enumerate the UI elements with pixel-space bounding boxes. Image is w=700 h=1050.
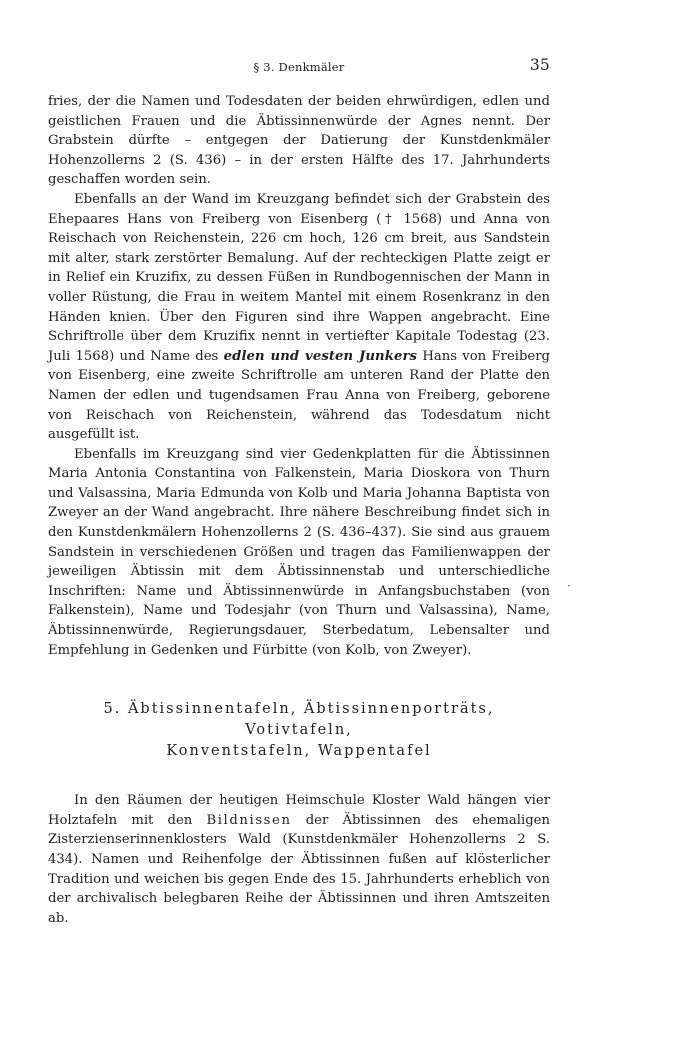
paragraph-continuation: fries, der die Namen und Todesdaten der beiden ehrwürdigen, edlen und geistlichen Frauen und die Äbtissinnenwürde der Agnes nennt. Der Grabstein dürfte – entgegen der Datierung der Kunstdenkmäler Hohenzollerns 2 (S. 436) – in der ersten Hälfte des 17. Jahrhunderts geschaffen worden sein. (48, 94, 550, 188)
paragraph-text: Hans von Freiberg von Eisenberg, eine zweite Schriftrolle am unteren Rand der Platte den Namen der edlen und tugendsamen Frau Anna von Freiberg, geborene von Reischach von Reichenstein, während das Todesdatum nicht ausgefüllt ist. (48, 348, 550, 443)
section-heading-line-1: 5. Äbtissinnentafeln, Äbtissinnenporträts, Votivtafeln, (103, 701, 495, 739)
page-number: 35 (529, 56, 550, 74)
paragraph-text: In den Räumen der heutigen Heimschule Kloster Wald hängen vier Holztafeln mit den (48, 793, 550, 828)
emphasis-text: edlen und vesten Junkers (223, 348, 418, 364)
paragraph-text: Ebenfalls an der Wand im Kreuzgang befindet sich der Grabstein des Ehepaares Hans von Freiberg von Eisenberg († 1568) und Anna von Reischach von Reichenstein, 226 cm hoch, 126 cm breit, aus Sandstein mit alter, stark zerstörter Bemalung. Auf der rechteckigen Platte zeigt er in Relief ein Kruzifix, zu dessen Füßen in Rundbogennischen der Mann in voller Rüstung, die Frau in weitem Mantel mit einem Rosenkranz in den Händen knien. Über den Figuren sind ihre Wappen angebracht. Eine Schriftrolle über dem Kruzifix nennt in vertiefter Kapitale Todestag (23. Juli 1568) und Name des (48, 191, 550, 364)
running-head (48, 56, 550, 78)
margin-mark: · (567, 579, 571, 593)
section-heading (48, 699, 550, 762)
paragraph-text: der Äbtissinnen des ehemaligen Zisterzienserinnenklosters Wald (Kunstdenkmäler Hohenzollerns 2 S. 434). Namen und Reihenfolge der Äbtissinnen fußen auf klösterlicher Tradition und weichen bis gegen Ende des 15. Jahrhunderts erheblich von der archivalisch belegbaren Reihe der Äbtissinnen und ihren Amtszeiten ab. (48, 812, 550, 926)
section-heading-line-2: Konventstafeln, Wappentafel (166, 743, 432, 760)
paragraph-grabstein-ehepaar (48, 190, 550, 445)
spaced-emphasis: Bildnissen (206, 812, 292, 828)
paragraph-heimschule (48, 791, 550, 928)
running-head-section: § 3. Denkmäler (253, 60, 345, 74)
paragraph-gedenkplatten: Ebenfalls im Kreuzgang sind vier Gedenkplatten für die Äbtissinnen Maria Antonia Constantina von Falkenstein, Maria Dioskora von Thurn und Valsassina, Maria Edmunda von Kolb und Maria Johanna Baptista von Zweyer an der Wand angebracht. Ihre nähere Beschreibung findet sich in den Kunstdenkmälern Hohenzollerns 2 (S. 436–437). Sie sind aus grauem Sandstein in verschiedenen Größen und tragen das Familienwappen der jeweiligen Äbtissin mit dem Äbtissinnenstab und unterschiedliche Inschriften: Name und Äbtissinnenwürde in Anfangsbuchstaben (von Falkenstein), Name und Todesjahr (von Thurn und Valsassina), Name, Äbtissinnenwürde, Regierungsdauer, Sterbedatum, Lebensalter und Empfehlung in Gedenken und Fürbitte (von Kolb, von Zweyer). (48, 446, 550, 658)
page (48, 56, 550, 928)
